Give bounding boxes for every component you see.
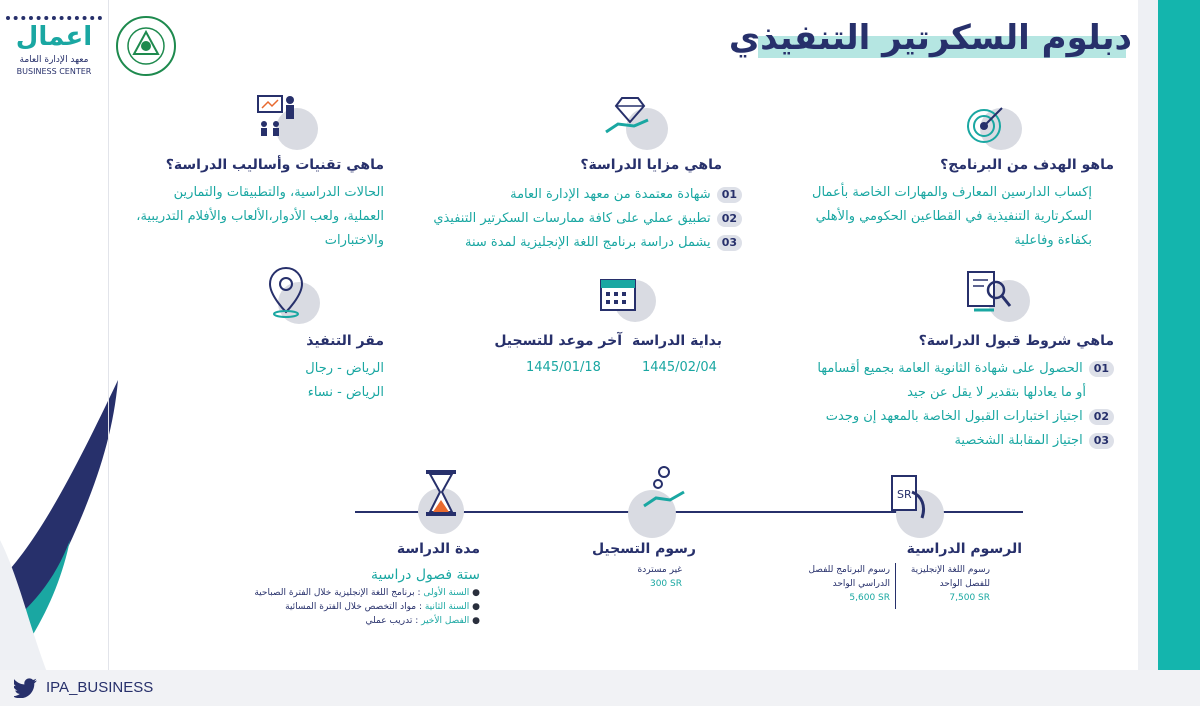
item-number: 03 xyxy=(1089,433,1114,449)
location-line: الرياض - نساء xyxy=(307,385,384,400)
twitter-icon[interactable] xyxy=(14,678,38,698)
fees-english-amount: 7,500 SR xyxy=(949,593,990,603)
item-number: 01 xyxy=(1089,361,1114,377)
document-search-icon xyxy=(964,268,1014,316)
item-number: 02 xyxy=(717,211,742,227)
logo-column xyxy=(0,0,109,670)
list-item: 01شهادة معتمدة من معهد الإدارة العامة xyxy=(433,183,742,207)
hourglass-icon xyxy=(424,468,458,518)
logo-name: معهد الإدارة العامة xyxy=(19,55,89,65)
goal-line: إكساب الدارسين المعارف والمهارات الخاصة بأعمال xyxy=(812,185,1092,200)
start-date-heading: بداية الدراسة xyxy=(631,333,722,349)
target-icon xyxy=(962,102,1010,146)
registration-text xyxy=(620,563,682,591)
list-item: 03يشمل دراسة برنامج اللغة الإنجليزية لمدة سنة xyxy=(433,231,742,255)
methods-line: العملية، ولعب الأدوار،الألعاب والأفلام التدريبية، xyxy=(136,209,384,224)
admission-heading: ماهي شروط قبول الدراسة؟ xyxy=(918,333,1114,349)
duration-summary: ستة فصول دراسية xyxy=(371,567,480,583)
presentation-icon xyxy=(254,92,306,138)
goal-line: بكفاءة وفاعلية xyxy=(1014,233,1092,248)
page-title: دبلوم السكرتير التنفيذي xyxy=(728,18,1132,58)
fees-program-line: الدراسي الواحد xyxy=(832,579,890,589)
fees-english xyxy=(900,563,990,605)
fees-program-amount: 5,600 SR xyxy=(849,593,890,603)
list-item: 02اجتياز اختبارات القبول الخاصة بالمعهد إن وجدت xyxy=(817,405,1114,429)
item-number: 01 xyxy=(717,187,742,203)
deadline-heading: آخر موعد للتسجيل xyxy=(494,333,622,349)
money-hand-icon xyxy=(886,472,934,524)
fees-program-line: رسوم البرنامج للفصل xyxy=(808,565,890,575)
duration-heading: مدة الدراسة xyxy=(396,541,480,557)
methods-line: والاختبارات xyxy=(324,233,384,248)
list-item: ● السنة الثانية : مواد التخصص خلال الفترة المسائية xyxy=(285,602,480,612)
right-teal-band xyxy=(1158,0,1200,706)
calendar-icon xyxy=(598,274,640,314)
goal-line: السكرتارية التنفيذية في القطاعين الحكومي والأهلي xyxy=(815,209,1092,224)
twitter-handle[interactable]: IPA_BUSINESS xyxy=(46,679,154,696)
logo-sub: BUSINESS CENTER xyxy=(16,67,92,76)
list-item: ● الفصل الأخير : تدريب عملي xyxy=(365,616,480,626)
location-line: الرياض - رجال xyxy=(305,361,384,376)
svg-text:SR: SR xyxy=(897,488,912,501)
deadline-value: 1445/01/18 xyxy=(526,360,601,375)
methods-heading: ماهي تقنيات وأساليب الدراسة؟ xyxy=(165,157,384,173)
location-text xyxy=(305,357,384,405)
right-grey-band xyxy=(1138,0,1158,706)
registration-note: غير مستردة xyxy=(637,565,682,575)
coins-hand-icon xyxy=(640,462,688,514)
methods-line: الحالات الدراسية، والتطبيقات والتمارين xyxy=(173,185,384,200)
item-number: 02 xyxy=(1089,409,1114,425)
institute-emblem-icon xyxy=(114,12,178,80)
list-item: 02تطبيق عملي على كافة ممارسات السكرتير التنفيذي xyxy=(433,207,742,231)
list-item: 03اجتياز المقابلة الشخصية xyxy=(817,429,1114,453)
location-heading: مقر التنفيذ xyxy=(306,333,384,349)
registration-amount: 300 SR xyxy=(649,579,682,589)
diamond-hand-icon xyxy=(604,92,656,138)
list-item: أو ما يعادلها بتقدير لا يقل عن جيد xyxy=(907,385,1086,400)
fees-heading: الرسوم الدراسية xyxy=(906,541,1022,557)
registration-heading: رسوم التسجيل xyxy=(591,541,696,557)
goal-heading: ماهو الهدف من البرنامج؟ xyxy=(940,157,1114,173)
goal-text xyxy=(772,181,1092,253)
fees-english-line: رسوم اللغة الإنجليزية xyxy=(910,565,990,575)
location-pin-icon xyxy=(264,264,308,320)
duration-list xyxy=(254,586,480,628)
logo-block xyxy=(6,16,102,78)
fees-divider xyxy=(895,563,896,609)
list-item: ● السنة الأولى : برنامج اللغة الإنجليزية خلال الفترة الصباحية xyxy=(254,588,480,598)
start-date-value: 1445/02/04 xyxy=(642,360,717,375)
logo-word: اعمال xyxy=(6,16,102,54)
advantages-list xyxy=(433,183,742,255)
item-number: 03 xyxy=(717,235,742,251)
fees-program xyxy=(790,563,890,605)
fees-english-line: للفصل الواحد xyxy=(939,579,990,589)
advantages-heading: ماهي مزايا الدراسة؟ xyxy=(580,157,722,173)
list-item: 01الحصول على شهادة الثانوية العامة بجميع أقسامها xyxy=(817,357,1114,381)
admission-list xyxy=(817,357,1114,453)
footer-bar xyxy=(0,670,1200,706)
methods-text xyxy=(84,181,384,253)
